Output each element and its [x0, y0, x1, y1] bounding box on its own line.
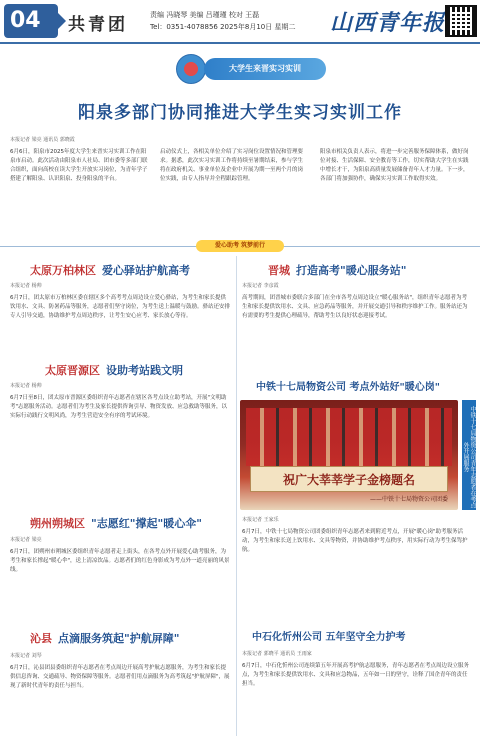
- promo-photo: [240, 400, 458, 510]
- masthead: [0, 0, 480, 44]
- article-qinshui-place: 沁县: [30, 632, 52, 645]
- article-jincheng-place: 晋城: [268, 264, 290, 277]
- article-shuozhou-title: "志愿红"撑起"暖心伞": [91, 517, 202, 530]
- article-wanbolin-body: 6月7日，团太原市万柏林区委在辖区多个高考考点周边设立爱心驿站，为考生和家长提供饮用水、文具、防暑药品等服务，志愿者们坚守岗位，为考生送上温暖与鼓励。驿站还安排专人引导交通，协助维护考点周边秩序，让考生安心应考、家长放心等待。: [10, 295, 230, 319]
- article-jincheng-byline: 本报记者 李彦霞: [242, 283, 279, 289]
- lead-column-1: 6月6日，阳泉市2025年度大学生来晋实习实训工作在阳泉市启动。此次活动由阳泉市人社局、团市委等多部门联合组织，面向高校在读大学生开放实习岗位，为青年学子搭建了解阳泉、认识阳泉、投身阳泉的平台。: [10, 149, 148, 182]
- article-wanbolin-title: 爱心驿站护航高考: [102, 264, 190, 277]
- article-xinzhou-body: 6月7日，中石化忻州公司连续第五年开展高考护航志愿服务，青年志愿者在考点周边设立服务点，为考生和家长提供饮用水、文具和应急物品，五年如一日的坚守，诠释了国企青年的责任担当。: [242, 663, 470, 687]
- article-jincheng-headline: [268, 262, 406, 278]
- page-number: 04: [4, 4, 58, 38]
- lead-ribbon: 大学生来晋实习实训: [204, 58, 326, 80]
- article-qinshui-body: 6月7日，沁县团县委组织青年志愿者在考点周边开展高考护航志愿服务，为考生和家长提供信息咨询、交通疏导、物资保障等服务。志愿者们用点滴服务为高考筑起"护航屏障"，展现了新时代青年的责任与担当。: [10, 665, 230, 689]
- photo-volunteers: [246, 408, 452, 466]
- article-qinshui-title: 点滴服务筑起"护航屏障": [58, 632, 180, 645]
- article-xinzhou-byline: 本报记者 郭晓平 通讯员 王雨家: [242, 651, 312, 657]
- article-jinyuan-title: 设助考站践文明: [106, 364, 183, 377]
- article-wanbolin-headline: [30, 262, 190, 278]
- editor-line: 责编 冯晓琴 美编 吕瑾瑾 校对 王磊: [150, 11, 260, 19]
- photo-plaque-sub: ——中铁十七局物资公司团委: [369, 496, 448, 503]
- photo-plaque: 祝广大莘莘学子金榜题名: [250, 466, 448, 492]
- article-zhongtie-byline: 本报记者 王家乐: [242, 517, 279, 523]
- article-qinshui-byline: 本报记者 刘琴: [10, 653, 42, 659]
- article-jinyuan-byline: 本报记者 杨帅: [10, 383, 42, 389]
- article-zhongtie-headline: 中铁十七局物资公司 考点外站好"暖心岗": [256, 382, 440, 393]
- lead-column-2: 启动仪式上，各相关单位介绍了实习岗位设置情况和管理要求。据悉，此次实习实训工作将持续至暑期结束，参与学生将在政府机关、事业单位及企业中开展为期一至两个月的岗位实践，由专人指导并全程跟踪管理。: [160, 149, 304, 182]
- article-jincheng-title: 打造高考"暖心服务站": [296, 264, 407, 277]
- paper-logo: 山西青年报: [330, 10, 446, 36]
- article-shuozhou-headline: [30, 515, 202, 531]
- column-separator: [236, 256, 237, 736]
- banner-label: 爱心助考 筑梦前行: [196, 240, 284, 252]
- column-name: 共青团: [68, 15, 128, 35]
- article-xinzhou-headline: 中石化忻州公司 五年坚守全力护考: [252, 632, 406, 643]
- lead-headline: 阳泉多部门协同推进大学生实习实训工作: [78, 103, 402, 123]
- banner-strip: [0, 240, 480, 252]
- article-wanbolin-byline: 本报记者 杨帅: [10, 283, 42, 289]
- article-shuozhou-body: 6月7日，团朔州市朔城区委组织青年志愿者走上街头，在各考点外开展爱心助考服务，为考生和家长撑起"暖心伞"，送上清凉饮品。志愿者们的红色身影成为考点外一道亮丽的风景线。: [10, 549, 230, 573]
- article-jinyuan-place: 太原晋源区: [45, 364, 100, 377]
- lead-column-3: 阳泉市相关负责人表示，将进一步完善服务保障体系，做好岗位对接、生活保障、安全教育等工作，切实帮助大学生在实践中增长才干，为阳泉高质量发展储备青年人才力量。下一步，各部门将加强协作，确保实习实训工作取得实效。: [320, 149, 469, 182]
- article-jincheng-body: 高考期间，团晋城市委联合多部门在全市各考点周边设立"暖心服务站"，组织青年志愿者为考生和家长提供饮用水、文具、应急药品等服务，并开展交通引导和秩序维护工作。服务站还为有需要的考生提供心理疏导，帮助考生以良好状态迎接考试。: [242, 295, 468, 319]
- photo-caption: 中铁十七局物资公司青年志愿者在考点外开展服务: [462, 400, 476, 510]
- article-jinyuan-headline: [45, 362, 183, 378]
- contact-line: Tel：0351-4078856 2025年8月10日 星期二: [150, 23, 296, 31]
- qr-code-icon: [445, 5, 477, 37]
- article-zhongtie-body: 6月7日，中铁十七局物资公司团委组织青年志愿者来到附近考点，开展"暖心岗"助考服务活动，为考生和家长送上饮用水、文具等物资，并协助维护考点秩序，用实际行动为考生保驾护航。: [242, 529, 468, 553]
- emblem-icon: [176, 54, 206, 84]
- article-shuozhou-place: 朔州朔城区: [30, 517, 85, 530]
- article-shuozhou-byline: 本报记者 梁亮: [10, 537, 42, 543]
- article-qinshui-headline: [30, 630, 179, 646]
- lead-byline: 本报记者 梁亮 通讯员 郭晓霞: [10, 137, 75, 143]
- article-wanbolin-place: 太原万柏林区: [30, 264, 96, 277]
- article-jinyuan-body: 6月7日至8日，团太原市晋源区委组织青年志愿者在辖区各考点设立助考站，开展"文明助考"志愿服务活动。志愿者们为考生及家长提供咨询引导、物资发放、应急救助等服务，以实际行动践行文明风尚，为考生营造安全有序的考试环境。: [10, 395, 228, 419]
